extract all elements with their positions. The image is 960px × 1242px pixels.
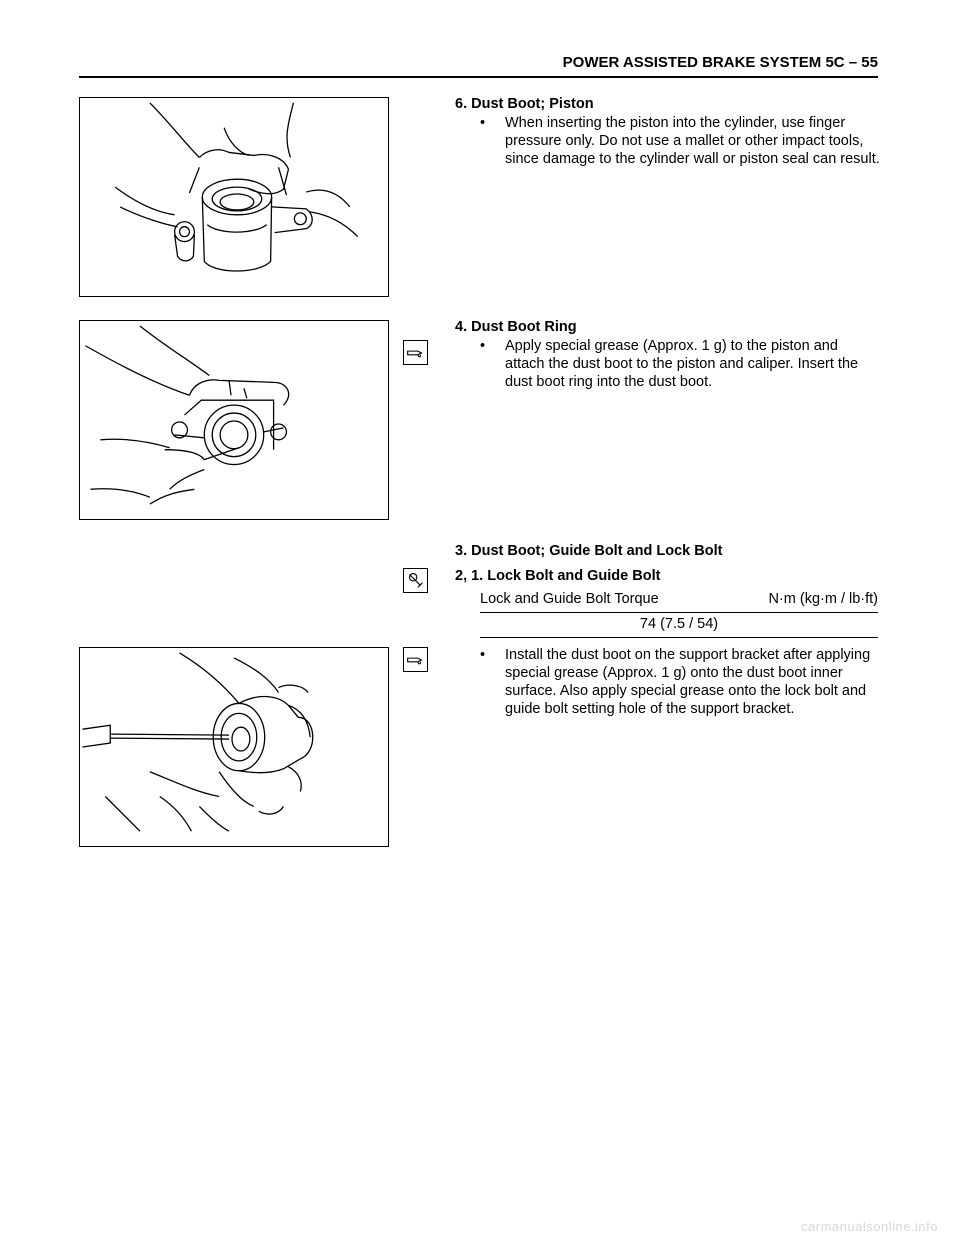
page-header (79, 54, 878, 78)
section-heading-guide-lock-bolt: 3. Dust Boot; Guide Bolt and Lock Bolt (455, 543, 723, 559)
torque-spec-table (480, 590, 878, 638)
dust-boot-ring-illustration (80, 321, 388, 519)
figure-dust-boot-ring (79, 320, 389, 520)
torque-spec-label: Lock and Guide Bolt Torque (480, 591, 659, 607)
bullet-apply-grease: • Apply special grease (Approx. 1 g) to the piston and attach the dust boot to the piston and caliper. Insert the dust boot ring into the dust boot. (480, 338, 859, 390)
section-heading-dust-boot-ring: 4. Dust Boot Ring (455, 319, 577, 335)
watermark: carmanualsonline.info (801, 1219, 938, 1234)
figure-dust-boot-install (79, 647, 389, 847)
grease-application-icon-2 (403, 647, 428, 672)
torque-wrench-icon (403, 568, 428, 593)
torque-spec-unit: N·m (kg·m / lb·ft) (768, 591, 878, 607)
figure-piston-insertion (79, 97, 389, 297)
torque-spec-value: 74 (7.5 / 54) (480, 613, 878, 638)
section-heading-dust-boot-piston: 6. Dust Boot; Piston (455, 96, 594, 112)
section-heading-lock-and-guide-bolt: 2, 1. Lock Bolt and Guide Bolt (455, 568, 661, 584)
piston-insertion-illustration (80, 98, 388, 296)
grease-application-icon (403, 340, 428, 365)
dust-boot-install-illustration (80, 648, 388, 846)
torque-spec-header-row (480, 590, 878, 613)
bullet-install-dust-boot: • Install the dust boot on the support bracket after applying special grease (Approx. 1 g) onto the dust boot inner surface. Also apply special grease onto the lock bolt and guide bolt setting hole of the support bracket. (480, 647, 871, 717)
bullet-piston-insertion: • When inserting the piston into the cylinder, use finger pressure only. Do not use a mallet or other impact tools, since damage to the cylinder wall or piston seal can result. (480, 115, 880, 167)
page-title: POWER ASSISTED BRAKE SYSTEM 5C – 55 (562, 54, 878, 71)
